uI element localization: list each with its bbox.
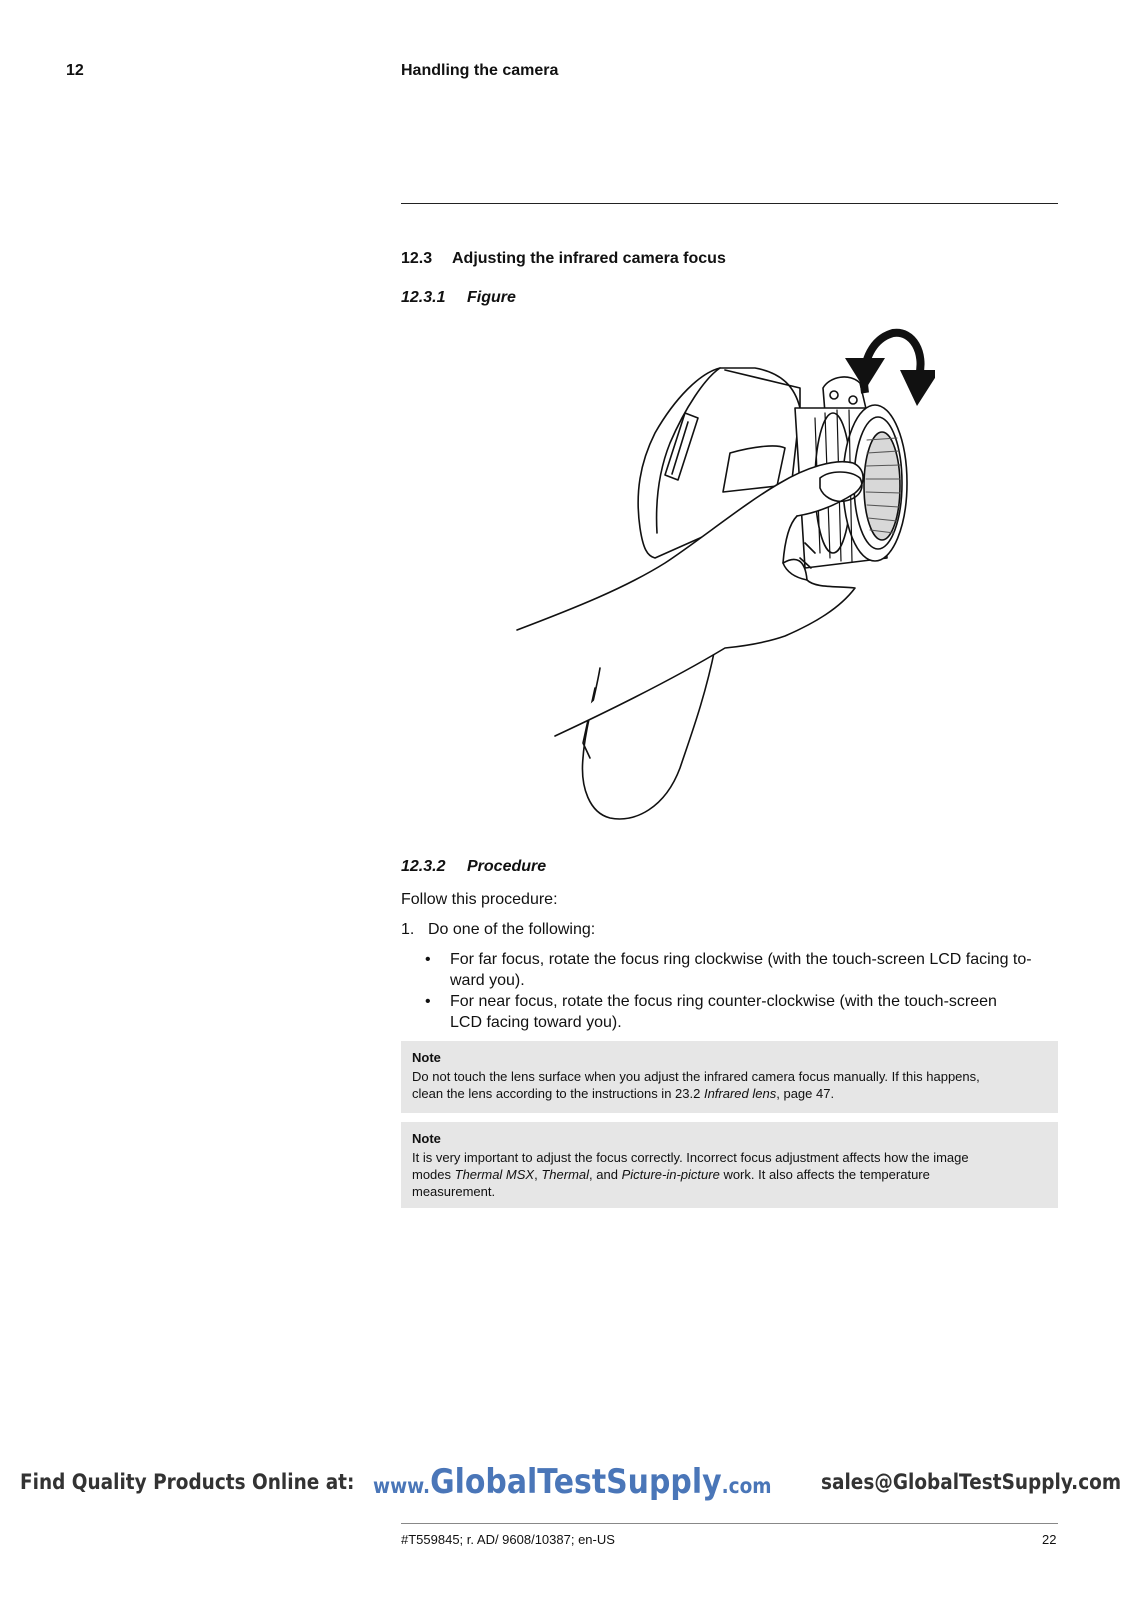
note-line: Do not touch the lens surface when you adjust the infrared camera focus manually. If this happens, bbox=[412, 1069, 980, 1084]
section-title: Adjusting the infrared camera focus bbox=[452, 250, 726, 267]
list-item bbox=[425, 949, 1060, 991]
note-text bbox=[412, 1068, 1047, 1102]
note-title: Note bbox=[412, 1050, 441, 1065]
subsection-figure-number: 12.3.1 bbox=[401, 289, 446, 306]
procedure-intro: Follow this procedure: bbox=[401, 891, 558, 908]
note-sep: , bbox=[534, 1167, 542, 1182]
subsection-figure-heading bbox=[401, 289, 516, 307]
note-sep: , and bbox=[589, 1167, 622, 1182]
url-main: GlobalTestSupply bbox=[430, 1462, 722, 1502]
step-number: 1. bbox=[401, 921, 415, 938]
note-line: clean the lens according to the instructions in 23.2 bbox=[412, 1086, 704, 1101]
list-item bbox=[425, 991, 1060, 1033]
bullet-icon: • bbox=[425, 993, 431, 1010]
subsection-procedure-number: 12.3.2 bbox=[401, 858, 446, 875]
subsection-procedure-heading bbox=[401, 858, 546, 876]
note-box bbox=[401, 1041, 1058, 1113]
note-term: Picture-in-picture bbox=[621, 1167, 720, 1182]
note-text bbox=[412, 1149, 1047, 1200]
chapter-number: 12 bbox=[66, 62, 84, 79]
bullet-line: For near focus, rotate the focus ring counter-clockwise (with the touch-screen bbox=[450, 993, 997, 1010]
note-term: Thermal MSX bbox=[454, 1167, 535, 1182]
note-line: , page 47. bbox=[776, 1086, 835, 1101]
note-box bbox=[401, 1122, 1058, 1208]
url-prefix: www. bbox=[373, 1474, 431, 1498]
footer-divider bbox=[401, 1523, 1058, 1524]
bullet-line: LCD facing toward you). bbox=[450, 1014, 622, 1031]
note-title: Note bbox=[412, 1131, 441, 1146]
note-line: work. It also affects the temperature bbox=[719, 1167, 930, 1182]
footer-doc-id: #T559845; r. AD/ 9608/10387; en-US bbox=[401, 1532, 615, 1547]
procedure-bullet-list bbox=[425, 949, 1060, 1033]
ad-tagline: Find Quality Products Online at: bbox=[20, 1470, 355, 1494]
section-divider bbox=[401, 203, 1058, 204]
step-text: Do one of the following: bbox=[428, 921, 596, 938]
bullet-icon: • bbox=[425, 951, 431, 968]
ad-email-link[interactable]: sales@GlobalTestSupply.com bbox=[821, 1470, 1122, 1494]
note-term: Thermal bbox=[541, 1167, 590, 1182]
bullet-line: For far focus, rotate the focus ring clockwise (with the touch-screen LCD facing to- bbox=[450, 951, 1032, 968]
bullet-line: ward you). bbox=[450, 972, 525, 989]
section-heading bbox=[401, 250, 726, 268]
chapter-title: Handling the camera bbox=[401, 62, 559, 79]
note-line: It is very important to adjust the focus correctly. Incorrect focus adjustment affects how the image bbox=[412, 1150, 969, 1165]
page-number: 22 bbox=[1042, 1532, 1057, 1547]
section-number: 12.3 bbox=[401, 250, 433, 267]
ad-website-link[interactable] bbox=[373, 1462, 772, 1502]
subsection-procedure-title: Procedure bbox=[467, 858, 547, 875]
note-reference: Infrared lens bbox=[703, 1086, 777, 1101]
note-line: modes bbox=[412, 1167, 455, 1182]
note-line: measurement. bbox=[412, 1184, 496, 1199]
camera-focus-figure bbox=[515, 318, 935, 838]
camera-focus-rotation-icon bbox=[515, 318, 935, 838]
procedure-step bbox=[401, 919, 595, 940]
url-suffix: .com bbox=[721, 1474, 772, 1498]
subsection-figure-title: Figure bbox=[467, 289, 516, 306]
